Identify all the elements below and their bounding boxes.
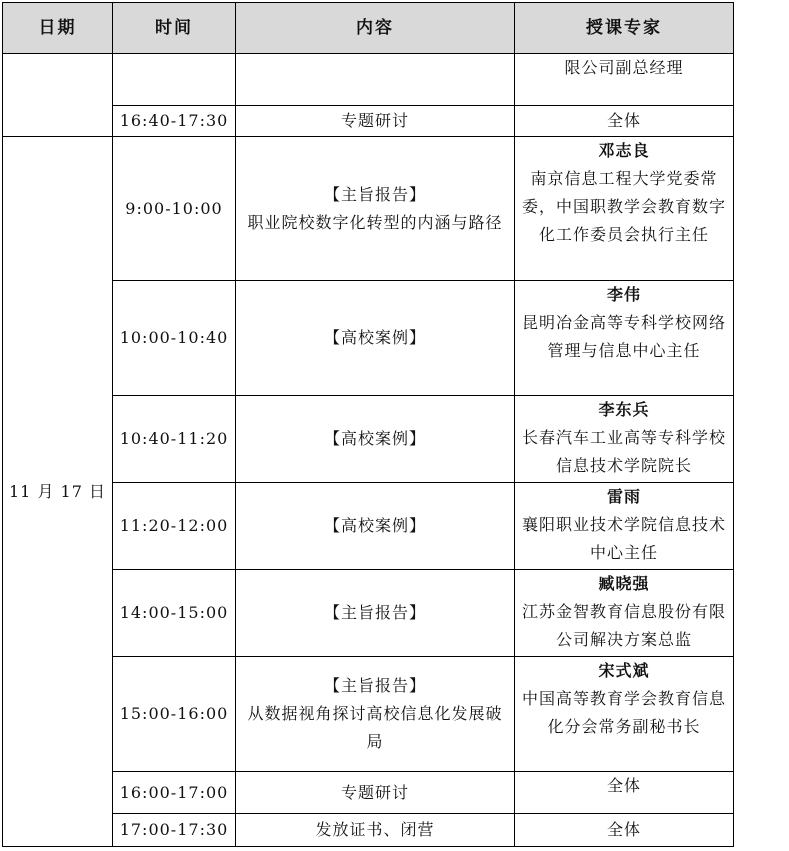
expert-cell — [515, 137, 734, 281]
content-title: 职业院校数字化转型的内涵与路径 — [247, 212, 503, 232]
content-cell: 专题研讨 — [236, 106, 515, 137]
table-row — [3, 772, 734, 814]
table-row — [3, 396, 734, 483]
expert-desc: 昆明冶金高等专科学校网络管理与信息中心主任 — [521, 313, 726, 360]
time-cell: 10:40-11:20 — [113, 396, 236, 483]
expert-name: 李东兵 — [598, 400, 650, 419]
expert-cell — [515, 657, 734, 772]
header-expert: 授课专家 — [515, 3, 734, 54]
content-tag: 【主旨报告】 — [323, 676, 426, 695]
expert-name: 李伟 — [606, 285, 641, 304]
date-cell-prev — [3, 54, 113, 137]
expert-desc: 中国高等教育学会教育信息化分会常务副秘书长 — [521, 689, 726, 736]
expert-cell — [515, 483, 734, 570]
expert-desc: 南京信息工程大学党委常委，中国职教学会教育数字化工作委员会执行主任 — [521, 169, 726, 244]
time-cell: 16:00-17:00 — [113, 772, 236, 814]
table-row — [3, 570, 734, 657]
content-cell: 发放证书、闭营 — [236, 814, 515, 847]
expert-name: 宋式斌 — [598, 661, 650, 680]
expert-cell: 全体 — [515, 814, 734, 847]
table-row — [3, 483, 734, 570]
time-cell: 16:40-17:30 — [113, 106, 236, 137]
time-cell: 15:00-16:00 — [113, 657, 236, 772]
header-content: 内容 — [236, 3, 515, 54]
content-tag: 【主旨报告】 — [323, 184, 426, 204]
table-row — [3, 657, 734, 772]
expert-cell: 全体 — [515, 772, 734, 814]
content-cell — [236, 657, 515, 772]
expert-name: 臧晓强 — [598, 574, 650, 593]
content-cell — [236, 396, 515, 483]
time-cell: 17:00-17:30 — [113, 814, 236, 847]
expert-cell: 全体 — [515, 106, 734, 137]
table-row — [3, 814, 734, 847]
time-cell: 14:00-15:00 — [113, 570, 236, 657]
table-row — [3, 54, 734, 106]
content-title: 从数据视角探讨高校信息化发展破局 — [247, 704, 503, 751]
content-cell — [236, 570, 515, 657]
header-row — [3, 3, 734, 54]
expert-name: 邓志良 — [598, 141, 650, 160]
expert-desc: 长春汽车工业高等专科学校信息技术学院院长 — [521, 428, 726, 475]
header-date: 日期 — [3, 3, 113, 54]
content-tag: 【高校案例】 — [323, 429, 426, 448]
expert-desc: 限公司副总经理 — [564, 58, 684, 77]
time-cell — [113, 54, 236, 106]
expert-desc: 江苏金智教育信息股份有限公司解决方案总监 — [521, 602, 726, 649]
content-tag: 【主旨报告】 — [323, 603, 426, 622]
date-cell: 11 月 17 日 — [3, 137, 113, 847]
content-cell — [236, 281, 515, 396]
expert-desc: 襄阳职业技术学院信息技术中心主任 — [521, 515, 726, 562]
content-cell — [236, 137, 515, 281]
content-tag: 【高校案例】 — [323, 516, 426, 535]
expert-name: 雷雨 — [606, 487, 641, 506]
time-cell: 9:00-10:00 — [113, 137, 236, 281]
content-cell — [236, 54, 515, 106]
schedule-table — [2, 2, 734, 847]
expert-cell — [515, 396, 734, 483]
content-cell: 专题研讨 — [236, 772, 515, 814]
table-row — [3, 137, 734, 281]
content-cell — [236, 483, 515, 570]
expert-cell — [515, 54, 734, 106]
expert-cell — [515, 281, 734, 396]
content-tag: 【高校案例】 — [323, 328, 426, 347]
table-row — [3, 281, 734, 396]
table-row — [3, 106, 734, 137]
expert-cell — [515, 570, 734, 657]
time-cell: 11:20-12:00 — [113, 483, 236, 570]
header-time: 时间 — [113, 3, 236, 54]
time-cell: 10:00-10:40 — [113, 281, 236, 396]
